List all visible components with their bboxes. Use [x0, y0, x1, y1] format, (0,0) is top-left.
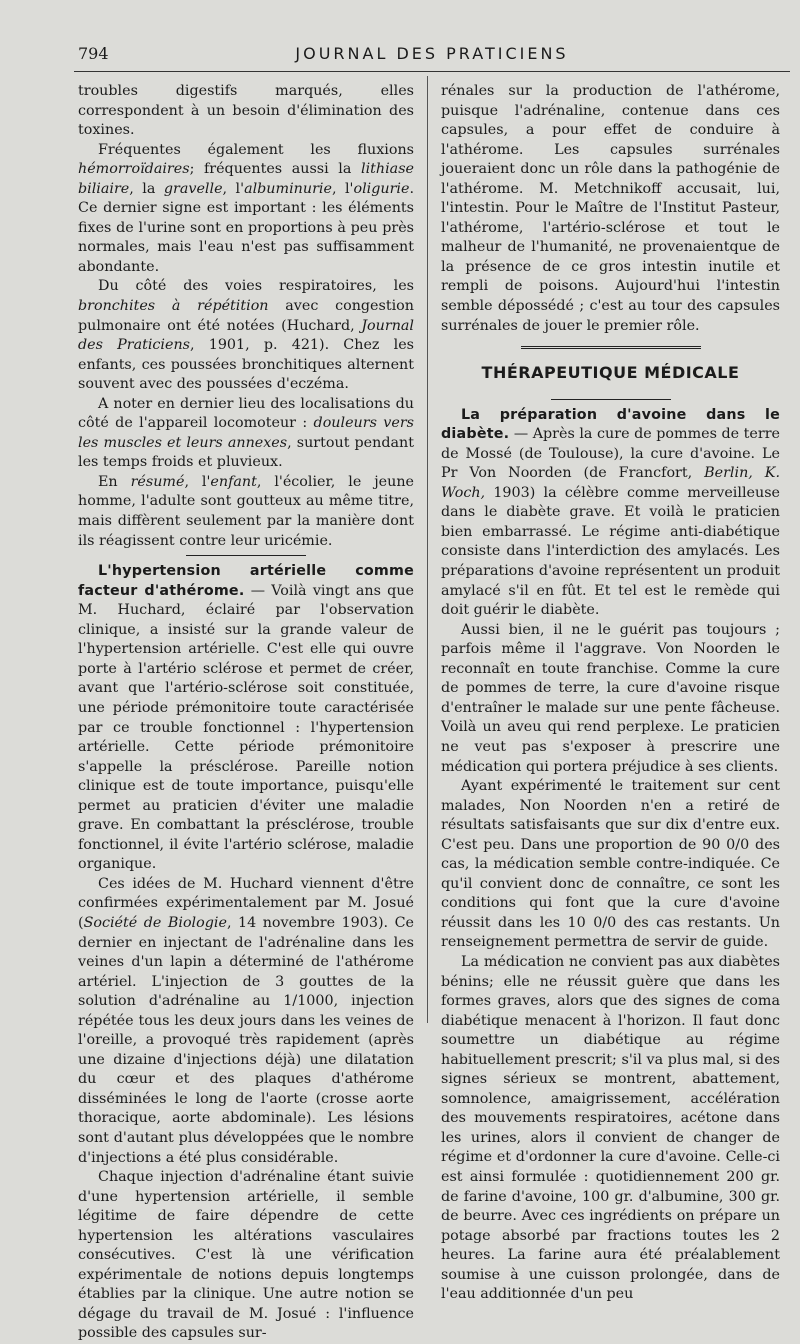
paragraph: rénales sur la production de l'athérome, puisque l'adrénaline, contenue dans ces capsules, a pour effet de conduire à l'athérome. Les capsules surrénales joueraient donc un rôle dans la pathogénie de l'athérome. M. Metchnikoff accusait, lui, l'intestin. Pour le Maître de l'Institut Pasteur, l'athérome, l'artério-sclérose et tout le malheur de l'humanité, ne provenaientque de la présence de ce gros intestin inutile et rempli de poisons. Aujourd'hui l'intestin semble dépossédé ; c'est au tour des capsules surrénales de jouer le premier rôle.: [441, 83, 780, 334]
right-column: [441, 82, 780, 1303]
header-rule: [74, 71, 790, 72]
section-title: La préparation d'avoine dans le diabète.: [441, 406, 780, 443]
running-title: JOURNAL DES PRATICIENS: [295, 44, 569, 63]
page-header: [74, 42, 790, 68]
paragraph: L'hypertension artérielle comme facteur d'athérome. — Voilà vingt ans que M. Huchard, éclairé par l'observation clinique, a insisté sur la grande valeur de l'hypertension artérielle. C'est elle qui ouvre porte à l'artério sclérose et permet de créer, avant que l'artério-sclérose soit constituée, une période prémonitoire toute caractérisée par ce trouble fonctionnel : l'hypertension artérielle. Cette période prémonitoire s'appelle la présclérose. Pareille notion clinique est de toute importance, puisqu'elle permet au praticien d'éviter une maladie grave. En combattant la présclérose, trouble fonctionnel, il évite l'artério sclérose, maladie organique.: [78, 563, 415, 873]
paragraph: Du côté des voies respiratoires, les bronchites à répétition avec congestion pulmonaire ont été notées (Huchard, Journal des Praticiens, 1901, p. 421). Chez les enfants, ces poussées bronchitiques alternent souvent avec des poussées d'eczéma.: [78, 278, 414, 393]
section-rule: [186, 555, 306, 556]
left-column: [78, 82, 415, 1342]
paragraph: Aussi bien, il ne le guérit pas toujours ; parfois même il l'aggrave. Von Noorden le reconnaît en toute franchise. Comme la cure de pommes de terre, la cure d'avoine risque d'entraîner le malade sur une pente fâcheuse. Voilà un aveu qui rend perplexe. Le praticien ne veut pas s'exposer à prescrire une médication qui portera préjudice à ses clients.: [441, 621, 780, 775]
paragraph: Ayant expérimenté le traitement sur cent malades, Non Noorden n'en a retiré de résultats satisfaisants que sur dix d'entre eux. C'est peu. Dans une proportion de 90 0/0 des cas, la médication semble contre-indiquée. Ce qu'il convient donc de connaître, ce sont les conditions qui font que la cure d'avoine réussit dans les 10 0/0 des cas restants. Un renseignement permettra de servir de guide.: [441, 778, 780, 951]
page-number: 794: [78, 44, 109, 63]
paragraph: Chaque injection d'adrénaline étant suivie d'une hypertension artérielle, il semble légitime de faire dépendre de cette hypertension les altérations vasculaires consécutives. C'est là une vérification expérimentale de notions depuis longtemps établies par la clinique. Une autre notion se dégage du travail de M. Josué : l'influence possible des capsules sur-: [78, 1169, 414, 1342]
paragraph: La préparation d'avoine dans le diabète. — Après la cure de pommes de terre de Mossé (de Toulouse), la cure d'avoine. Le Pr Von Noorden (de Francfort, Berlin, K. Woch, 1903) la célèbre comme merveilleuse dans le diabète grave. Et voilà le praticien bien embarrassé. Le régime anti-diabétique consiste dans l'interdiction des amylacés. Les préparations d'avoine représentent un produit amylacé s'il en fût. Et tel est le remède qui doit guérir le diabète.: [441, 406, 780, 619]
column-separator: [427, 76, 428, 1023]
section-heading: THÉRAPEUTIQUE MÉDICALE: [481, 363, 740, 383]
paragraph: La médication ne convient pas aux diabètes bénins; elle ne réussit guère que dans les formes graves, alors que des signes de coma diabétique menacent à l'horizon. Il faut donc soumettre un diabétique au régime habituellement prescrit; s'il va plus mal, si des signes sérieux se montrent, abattement, somnolence, amaigrissement, accélération des mouvements respiratoires, acétone dans les urines, alors il convient de changer de régime et d'ordonner la cure d'avoine. Celle-ci est ainsi formulée : quotidiennement 200 gr. de farine d'avoine, 100 gr. d'albumine, 300 gr. de beurre. Avec ces ingrédients on prépare un potage absorbé par fractions toutes les 2 heures. La farine aura été préalablement soumise à une cuisson prolongée, dans de l'eau additionnée d'un peu: [441, 953, 780, 1303]
section-title: L'hypertension artérielle comme facteur d'athérome.: [78, 563, 414, 599]
section-rule: [521, 346, 701, 351]
paragraph: Ces idées de M. Huchard viennent d'être confirmées expérimentalement par M. Josué (Société de Biologie, 14 novembre 1903). Ce dernier en injectant de l'adrénaline dans les veines d'un lapin a déterminé de l'athérome artériel. L'injection de 3 gouttes de la solution d'adrénaline au 1/1000, injection répétée tous les deux jours dans les veines de l'oreille, a provoqué très rapidement (après une dizaine d'injections déjà) une dilatation du cœur et des plaques d'athérome disséminées le long de l'aorte (crosse aorte thoracique, aorte abdominale). Les lésions sont d'autant plus développées que le nombre d'injections a été plus considérable.: [78, 875, 415, 1166]
paragraph: Fréquentes également les fluxions hémorroïdaires; fréquentes aussi la lithiase biliaire, la gravelle, l'albuminurie, l'oligurie. Ce dernier signe est important : les éléments fixes de l'urine sont en proportions à peu près normales, mais l'eau n'est pas suffisamment abondante.: [78, 141, 414, 275]
section-rule: [551, 399, 671, 400]
paragraph: A noter en dernier lieu des localisations du côté de l'appareil locomoteur : douleurs vers les muscles et leurs annexes, surtout pendant les temps froids et pluvieux.: [78, 395, 414, 471]
paragraph: troubles digestifs marqués, elles correspondent à un besoin d'élimination des toxines.: [78, 83, 414, 139]
paragraph: En résumé, l'enfant, l'écolier, le jeune homme, l'adulte sont goutteux au même titre, mais diffèrent seulement par la manière dont ils réagissent contre leur uricémie.: [78, 473, 414, 549]
